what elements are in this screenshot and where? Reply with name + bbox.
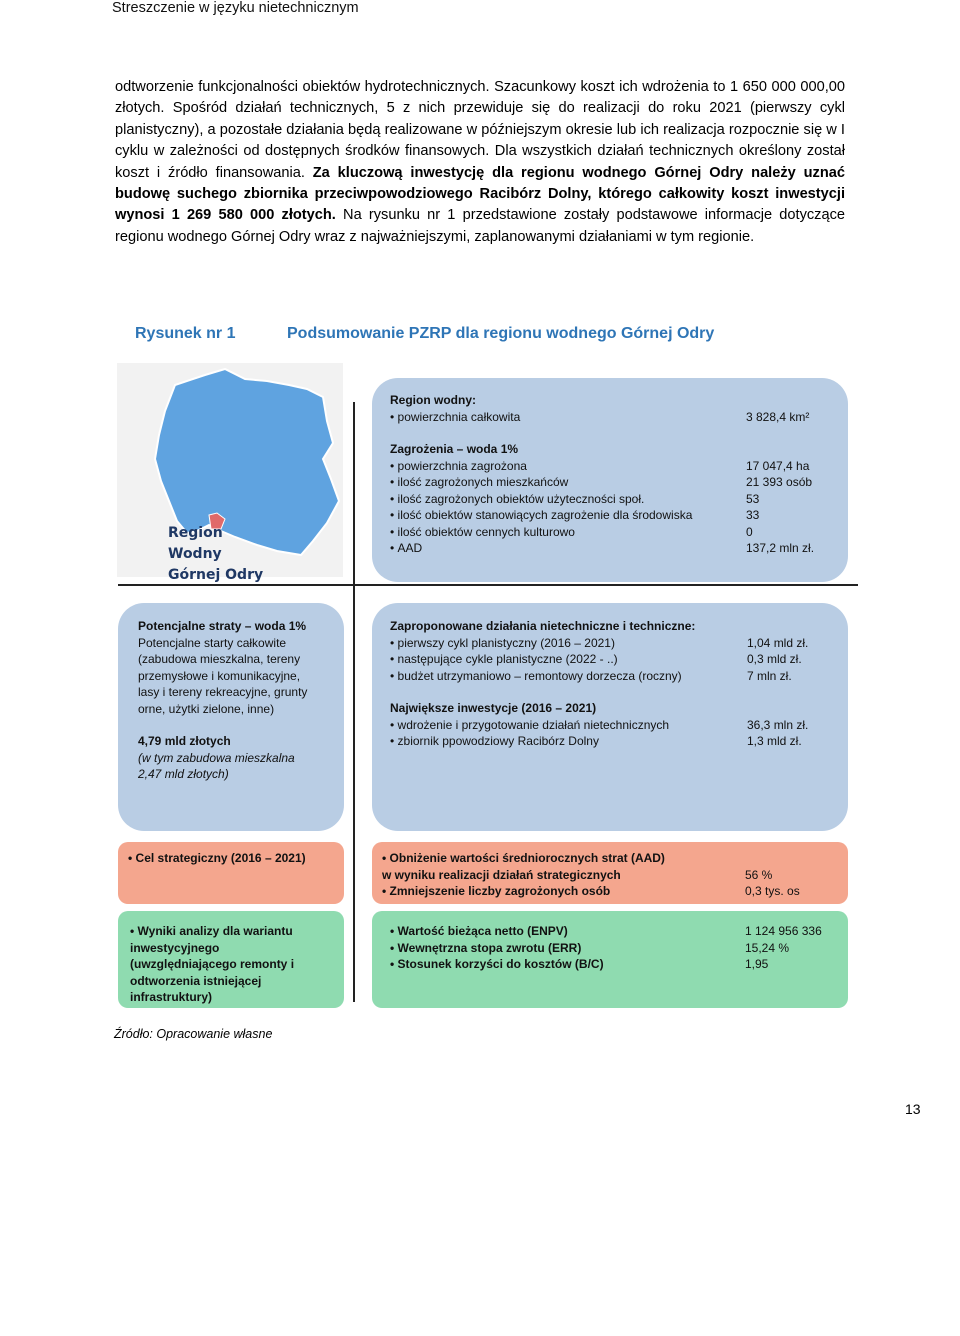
threat-item [390, 474, 848, 491]
threat-item [390, 524, 848, 541]
aad-reduction-box [372, 842, 848, 904]
invest-item [390, 733, 848, 750]
analysis-box [118, 911, 344, 1008]
threat-item-value: 137,2 mln zł. [746, 541, 815, 555]
losses-note-line: (w tym zabudowa mieszkalna [138, 750, 295, 765]
econ-item [390, 923, 848, 940]
actions-box [372, 603, 848, 831]
threat-item [390, 491, 848, 508]
econ-item-label: • Wartość bieżąca netto (ENPV) [390, 924, 568, 938]
aad-line [382, 867, 848, 884]
figure-source: Źródło: Opracowanie własne [114, 1027, 273, 1041]
actions-heading: Zaproponowane działania nietechniczne i techniczne: [390, 619, 696, 633]
actions-item-label: • budżet utrzymaniowo – remontowy dorzecza (roczny) [390, 669, 682, 683]
threat-item-label: • ilość zagrożonych mieszkańców [390, 475, 568, 489]
losses-text-line: przemysłowe i komunikacyjne, [138, 668, 301, 683]
aad-line: • Obniżenie wartości średniorocznych strat (AAD) [382, 850, 848, 867]
aad-value: 0,3 tys. os [745, 884, 800, 898]
actions-item-value: 7 mln zł. [747, 668, 792, 683]
threat-item [390, 540, 848, 557]
aad-line-text: w wyniku realizacji działań strategicznych [382, 867, 621, 882]
map-label-line: Górnej Odry [168, 567, 264, 583]
paragraph-text: odtworzenie funkcjonalności obiektów hydrotechnicznych. Szacunkowy koszt ich wdrożenia to 1 650 000 000,00 złotych. Spośród działań technicznych, 5 z nich przewiduje się do realizacji do roku 2021 (pierwszy cykl planistyczny), a pozostałe działania będą realizowane w późniejszym okresie lub ich realizacja rozpocznie się w I cyklu w zależności od dostępnych środków finansowych. Dla wszystkich działań technicznych określony został koszt i źródło finansowania. [115, 79, 845, 181]
divider-vertical [353, 402, 355, 1002]
region-item [390, 409, 848, 426]
threat-item-label: • ilość zagrożonych obiektów użyteczności społ. [390, 492, 644, 506]
invest-item-value: 1,3 mld zł. [747, 734, 802, 748]
threat-item-value: 33 [746, 508, 760, 522]
analysis-line: • Wyniki analizy dla wariantu [130, 923, 344, 940]
running-header: Streszczenie w języku nietechnicznym [112, 0, 359, 16]
threat-item-label: • ilość obiektów stanowiących zagrożenie dla środowiska [390, 508, 692, 522]
map-label-line: Wodny [168, 546, 222, 562]
econ-item-value: 1,95 [745, 957, 769, 971]
region-heading: Region wodny: [390, 393, 476, 407]
threat-heading: Zagrożenia – woda 1% [390, 442, 519, 456]
invest-heading: Największe inwestycje (2016 – 2021) [390, 701, 597, 715]
threat-item-label: • AAD [390, 541, 422, 555]
figure-number: Rysunek nr 1 [135, 325, 236, 342]
analysis-line: odtworzenia istniejącej [130, 973, 262, 988]
invest-item-label: • wdrożenie i przygotowanie działań nietechnicznych [390, 718, 669, 732]
losses-text-line: lasy i tereny rekreacyjne, grunty [138, 685, 308, 699]
threat-item-value: 17 047,4 ha [746, 458, 810, 473]
actions-item-label: • następujące cykle planistyczne (2022 - ..) [390, 652, 618, 666]
losses-total: 4,79 mld złotych [138, 734, 231, 748]
analysis-line: infrastruktury) [130, 990, 213, 1004]
region-info-box [372, 378, 848, 582]
actions-item [390, 635, 848, 652]
losses-box [118, 603, 344, 831]
analysis-line: (uwzględniającego remonty i [130, 957, 295, 971]
threat-item-value: 53 [746, 491, 760, 506]
actions-item [390, 651, 848, 668]
econ-item [390, 940, 848, 957]
analysis-line: inwestycyjnego [130, 940, 220, 955]
actions-item-value: 0,3 mld zł. [747, 652, 802, 666]
body-paragraph [115, 77, 845, 248]
invest-item-value: 36,3 mln zł. [747, 717, 809, 732]
threat-item-value: 0 [746, 524, 753, 539]
map-label-line: Region [168, 525, 223, 541]
econ-item-label: • Wewnętrzna stopa zwrotu (ERR) [390, 941, 581, 955]
threat-item [390, 507, 848, 524]
actions-item-label: • pierwszy cykl planistyczny (2016 – 2021) [390, 636, 615, 650]
aad-line-text: • Zmniejszenie liczby zagrożonych osób [382, 884, 610, 898]
econ-item-value: 15,24 % [745, 940, 790, 955]
invest-item-label: • zbiornik ppowodziowy Racibórz Dolny [390, 734, 599, 748]
econ-item-label: • Stosunek korzyści do kosztów (B/C) [390, 957, 604, 971]
aad-value: 56 % [745, 867, 773, 882]
invest-item [390, 717, 848, 734]
losses-heading: Potencjalne straty – woda 1% [138, 619, 307, 633]
paragraph-text-end: Na rysunku nr 1 przedstawione zostały podstawowe informacje dotyczące regionu wodnego Górnej Odry wraz z najważniejszymi, zaplanowanymi działaniami w tym regionie. [115, 207, 845, 245]
threat-item-label: • ilość obiektów cennych kulturowo [390, 525, 575, 539]
losses-text-line: Potencjalne starty całkowite [138, 635, 287, 650]
strategic-goal-box [118, 842, 344, 904]
page-number: 13 [905, 1101, 921, 1117]
aad-line [382, 883, 848, 900]
actions-item-value: 1,04 mld zł. [747, 635, 809, 650]
region-item-label: • powierzchnia całkowita [390, 410, 520, 424]
strategic-goal-text: • Cel strategiczny (2016 – 2021) [128, 850, 344, 867]
losses-text-line: (zabudowa mieszkalna, tereny [138, 652, 301, 666]
losses-text-line: orne, użytki zielone, inne) [138, 701, 275, 716]
losses-note-line: 2,47 mld złotych) [138, 767, 229, 781]
threat-item-label: • powierzchnia zagrożona [390, 459, 527, 473]
threat-item-value: 21 393 osób [746, 475, 813, 489]
threat-item [390, 458, 848, 475]
econ-item [390, 956, 848, 973]
economic-results-box [372, 911, 848, 1008]
figure-title: Podsumowanie PZRP dla regionu wodnego Górnej Odry [287, 325, 715, 342]
region-item-value: 3 828,4 km² [746, 409, 810, 424]
paragraph-bold-text: Za kluczową inwestycję dla regionu wodnego Górnej Odry należy uznać budowę suchego zbiornika przeciwpowodziowego Racibórz Dolny, którego całkowity koszt inwestycji wynosi 1 269 580 000 złotych. [115, 164, 845, 224]
econ-item-value: 1 124 956 336 [745, 924, 822, 938]
map-region-label [168, 523, 263, 586]
actions-item [390, 668, 848, 685]
